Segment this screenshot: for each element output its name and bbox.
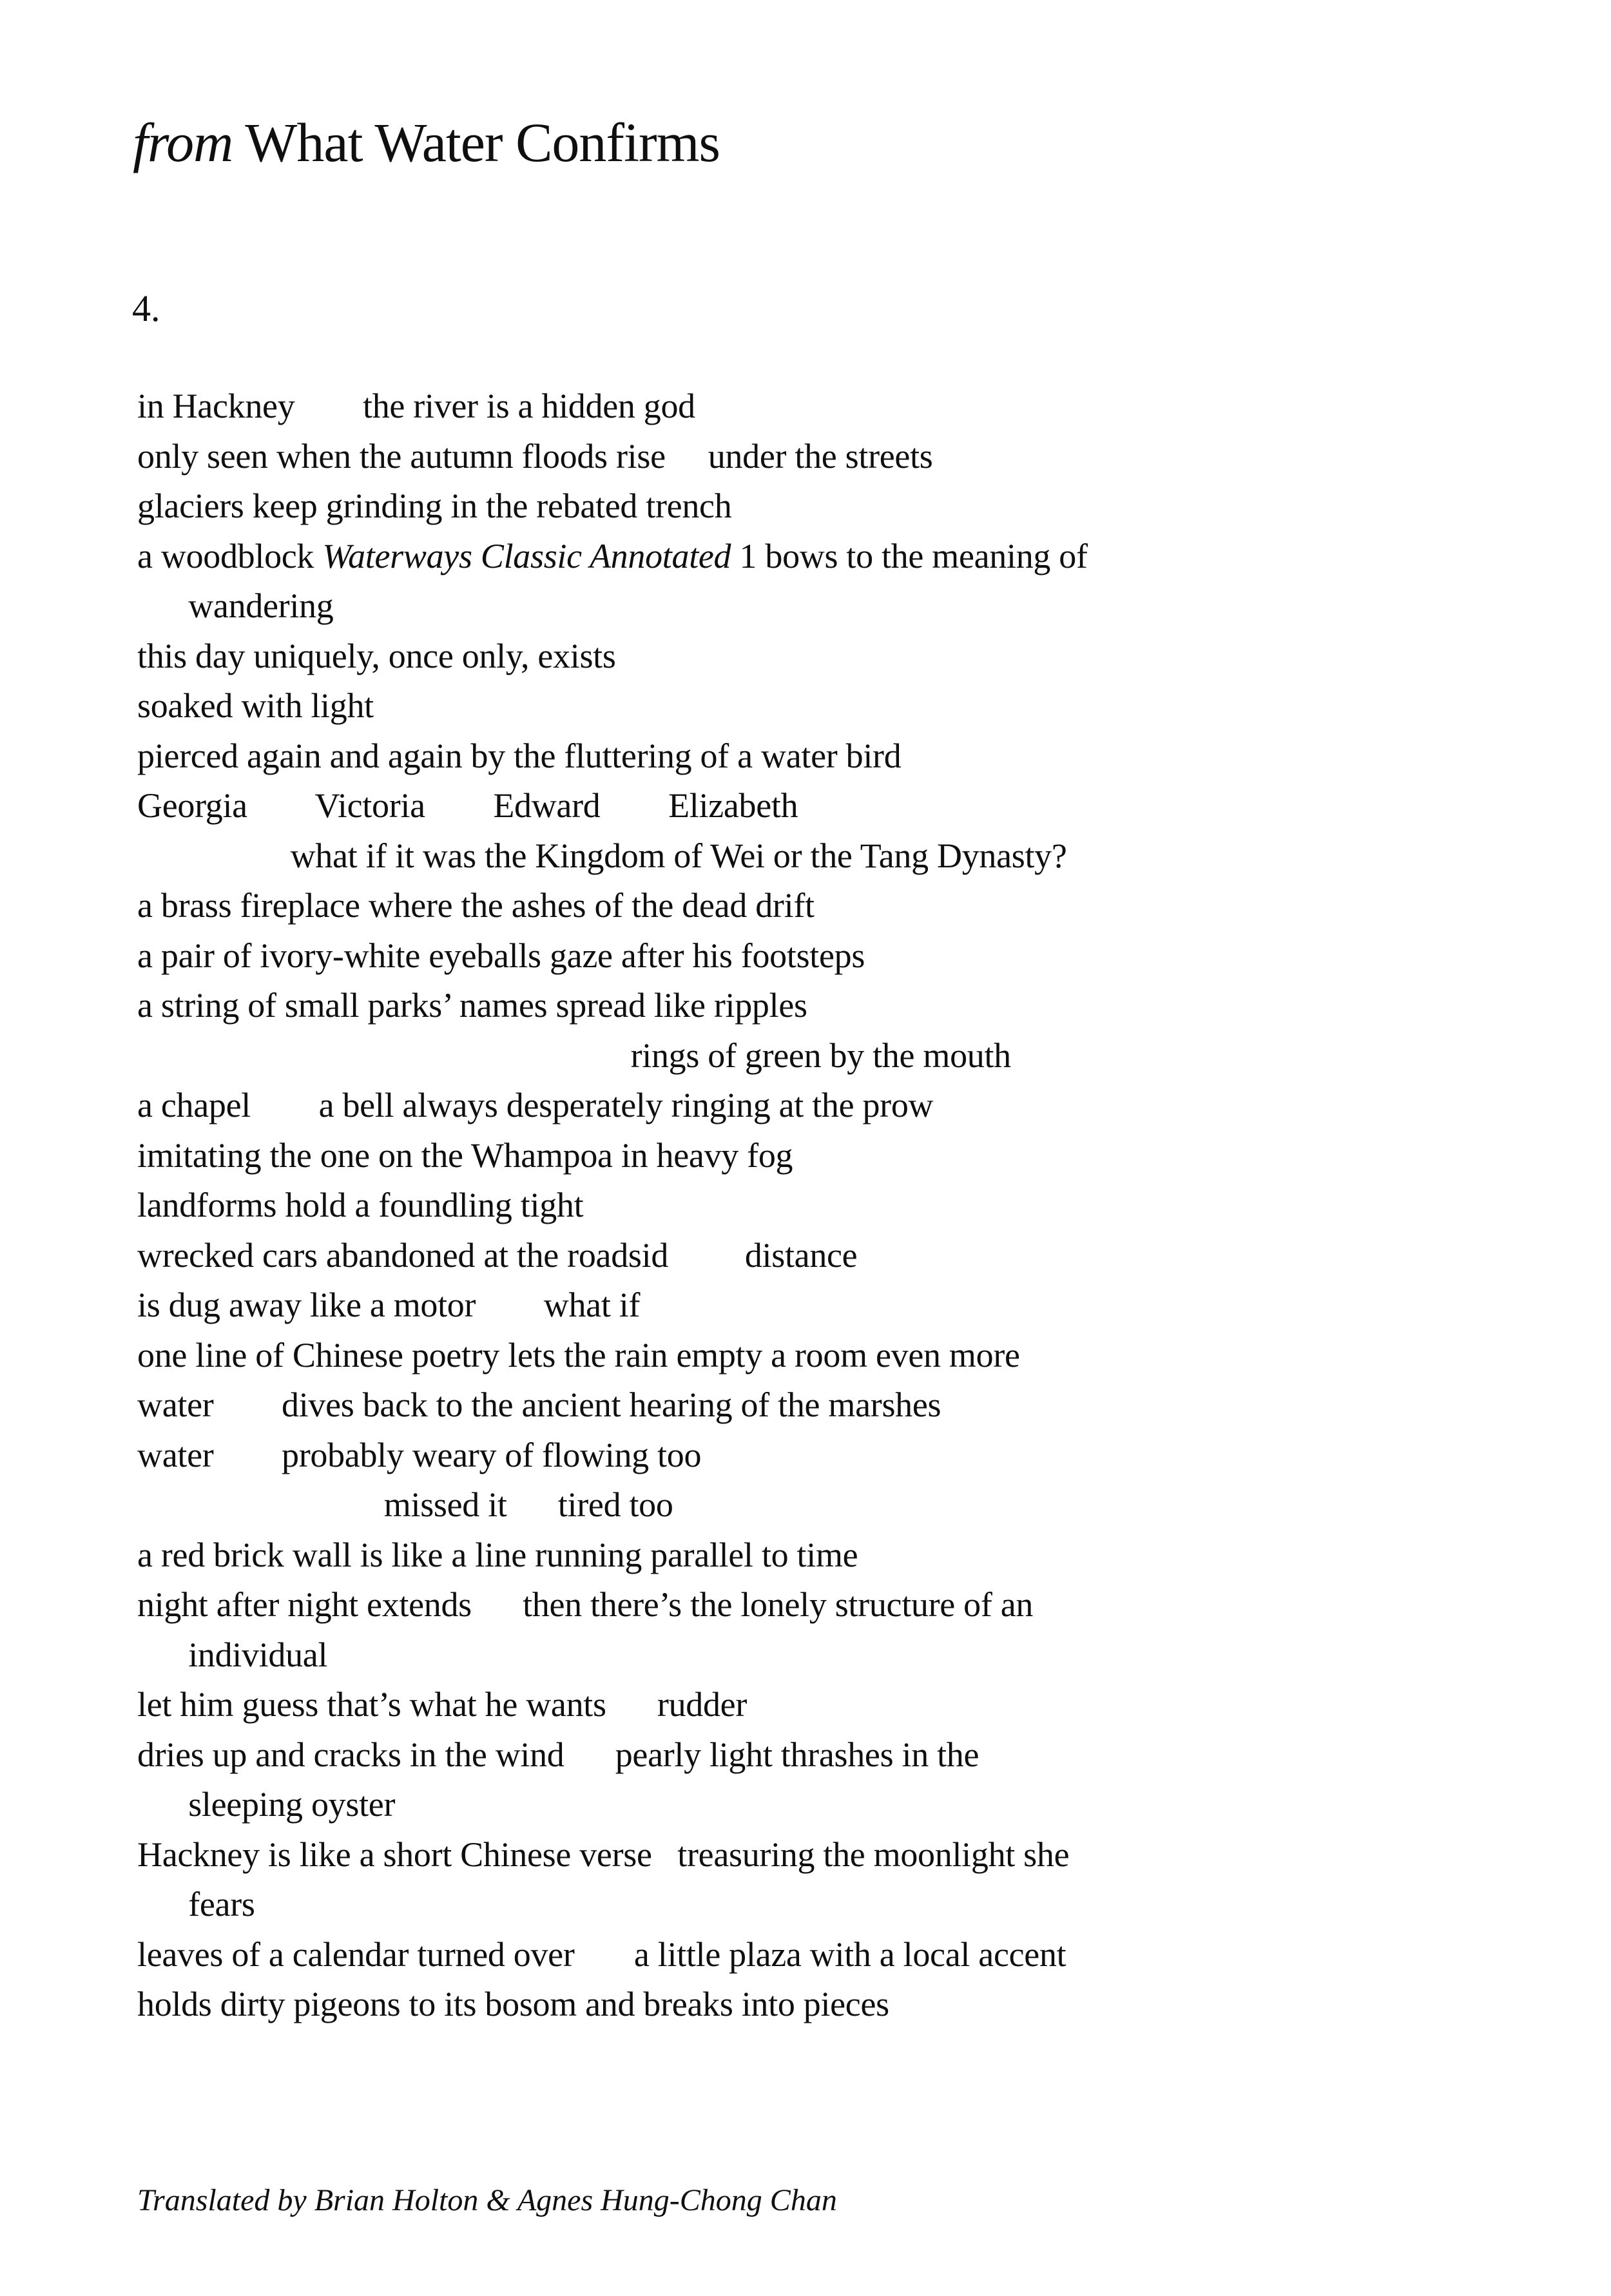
poem-line <box>137 731 1088 782</box>
poem-text-segment: Hackney is like a short Chinese verse treasuring the moonlight she <box>137 1835 1070 1874</box>
poem-line <box>137 432 1088 482</box>
poem-text-segment: soaked with light <box>137 686 374 725</box>
poem-text-segment: is dug away like a motor what if <box>137 1286 641 1324</box>
translator-credit: Translated by Brian Holton & Agnes Hung-Chong Chan <box>137 2183 837 2217</box>
poem-line <box>137 1081 1088 1131</box>
poem-line <box>137 1980 1088 2030</box>
poem-line <box>137 381 1088 432</box>
poem-line <box>137 1231 1088 1281</box>
poem-text-segment: a string of small parks’ names spread like ripples <box>137 986 807 1025</box>
poem-line <box>137 1630 1088 1681</box>
poem-text-segment: missed it tired too <box>137 1485 673 1524</box>
poem-line <box>137 781 1088 831</box>
poem-line <box>137 1880 1088 1930</box>
poem-line <box>137 1181 1088 1231</box>
poem-line <box>137 881 1088 931</box>
poem-line <box>137 1780 1088 1830</box>
poem-text-segment: let him guess that’s what he wants rudder <box>137 1685 748 1724</box>
poem-text-segment: sleeping oyster <box>137 1785 396 1824</box>
poem-text-segment: a brass fireplace where the ashes of the dead drift <box>137 886 815 925</box>
poem-line <box>137 681 1088 731</box>
poem-text-segment: Georgia Victoria Edward Elizabeth <box>137 786 798 825</box>
poem-text-segment: this day uniquely, once only, exists <box>137 636 616 675</box>
poem-text-segment: night after night extends then there’s the lonely structure of an <box>137 1585 1034 1624</box>
poem-text-segment: wandering <box>137 586 334 625</box>
poem-text-segment: pierced again and again by the fluttering of a water bird <box>137 736 902 775</box>
poem-line <box>137 1331 1088 1381</box>
poem-line <box>137 1380 1088 1431</box>
poem-line <box>137 1530 1088 1581</box>
title-main: What Water Confirms <box>233 111 720 173</box>
poem-text-segment: individual <box>137 1635 328 1674</box>
poem-text-segment: 1 bows to the meaning of <box>731 536 1088 575</box>
poem-line <box>137 1730 1088 1780</box>
section-number: 4. <box>132 287 160 329</box>
poem-line <box>137 1830 1088 1880</box>
poem-text-segment: leaves of a calendar turned over a little plaza with a local accent <box>137 1934 1066 1974</box>
title-italic-prefix: from <box>133 111 233 173</box>
poem-text-segment: only seen when the autumn floods rise under the streets <box>137 436 933 476</box>
poem-line <box>137 1280 1088 1331</box>
poem-line <box>137 632 1088 682</box>
poem-line <box>137 931 1088 981</box>
poem-text-segment: a chapel a bell always desperately ringing at the prow <box>137 1086 934 1124</box>
poem-body <box>137 381 1088 2030</box>
poem-text-segment: one line of Chinese poetry lets the rain empty a room even more <box>137 1335 1020 1375</box>
poem-line <box>137 532 1088 582</box>
poem-text-segment: holds dirty pigeons to its bosom and breaks into pieces <box>137 1985 889 2023</box>
poem-text-segment: glaciers keep grinding in the rebated trench <box>137 487 732 525</box>
poem-text-segment: Waterways Classic Annotated <box>322 536 731 575</box>
poem-text-segment: in Hackney the river is a hidden god <box>137 387 695 425</box>
poem-text-segment: water dives back to the ancient hearing of the marshes <box>137 1385 941 1424</box>
poem-line <box>137 1431 1088 1481</box>
poem-line <box>137 1930 1088 1980</box>
poem-text-segment: rings of green by the mouth <box>137 1036 1011 1075</box>
poem-text-segment: dries up and cracks in the wind pearly light thrashes in the <box>137 1735 979 1774</box>
poem-line <box>137 1480 1088 1530</box>
poem-line <box>137 1680 1088 1730</box>
poem-line <box>137 981 1088 1031</box>
poem-text-segment: fears <box>137 1885 255 1924</box>
poem-line <box>137 1031 1088 1081</box>
poem-line <box>137 1131 1088 1181</box>
poem-text-segment: a red brick wall is like a line running parallel to time <box>137 1535 858 1574</box>
poem-line <box>137 481 1088 532</box>
poem-text-segment: wrecked cars abandoned at the roadsid distance <box>137 1235 858 1275</box>
poem-text-segment: landforms hold a foundling tight <box>137 1186 584 1224</box>
page-title <box>133 111 720 173</box>
poem-text-segment: imitating the one on the Whampoa in heavy fog <box>137 1135 793 1175</box>
poem-text-segment: what if it was the Kingdom of Wei or the Tang Dynasty? <box>137 836 1067 875</box>
poem-text-segment: water probably weary of flowing too <box>137 1435 702 1474</box>
poem-line <box>137 1580 1088 1630</box>
poem-text-segment: a pair of ivory-white eyeballs gaze after his footsteps <box>137 936 865 975</box>
poem-text-segment: a woodblock <box>137 536 323 575</box>
poem-line <box>137 831 1088 882</box>
poem-line <box>137 581 1088 632</box>
